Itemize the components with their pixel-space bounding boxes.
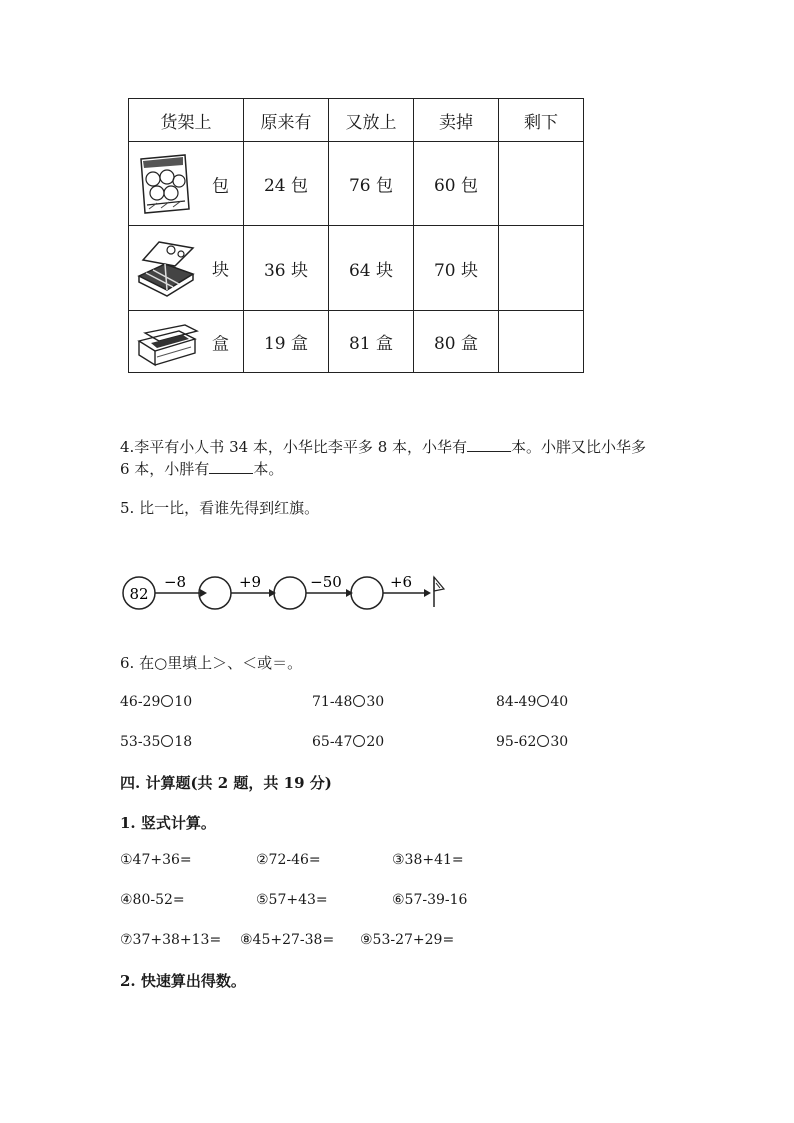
table-row — [129, 142, 584, 226]
arrowhead — [200, 589, 207, 597]
compare-circle[interactable] — [537, 695, 549, 707]
calc2-title: 2. 快速算出得数。 — [120, 972, 246, 990]
header-added: 又放上 — [329, 99, 414, 142]
candy-box-icon — [135, 317, 201, 367]
answer-circle[interactable] — [351, 577, 383, 609]
flow-diagram — [118, 565, 458, 625]
arrowhead — [424, 589, 431, 597]
cell-original: 19 盒 — [244, 311, 329, 373]
item-cell-biscuit — [129, 142, 244, 226]
cell-added: 76 包 — [329, 142, 414, 226]
calc-item: ⑧45+27-38= — [240, 932, 335, 948]
header-remaining: 剩下 — [499, 99, 584, 142]
compare-circle[interactable] — [353, 695, 365, 707]
expr-right: 30 — [366, 694, 385, 710]
calc-item: ②72-46= — [256, 852, 321, 868]
compare-item — [312, 734, 384, 750]
calc-item: ⑦37+38+13= — [120, 932, 222, 948]
q4-text-4: 本。 — [253, 460, 284, 478]
item-unit: 块 — [212, 260, 229, 281]
question-5-title: 5. 比一比，看谁先得到红旗。 — [120, 499, 320, 517]
calc-item: ⑥57-39-16 — [392, 892, 468, 908]
cell-sold: 80 盒 — [414, 311, 499, 373]
cell-added: 64 块 — [329, 226, 414, 311]
calc-item: ⑨53-27+29= — [360, 932, 455, 948]
q4-text-2: 本。小胖又比小华多 — [511, 438, 647, 456]
compare-item — [312, 694, 384, 710]
item-cell-candy — [129, 311, 244, 373]
red-flag-icon — [434, 577, 444, 607]
question-6-title: 6. 在○里填上＞、＜或＝。 — [120, 654, 303, 672]
compare-circle[interactable] — [353, 735, 365, 747]
cell-remaining — [499, 226, 584, 311]
cell-added: 81 盒 — [329, 311, 414, 373]
item-unit: 盒 — [212, 334, 229, 354]
answer-circle[interactable] — [274, 577, 306, 609]
op-label: −50 — [310, 573, 342, 591]
chocolate-bar-icon — [135, 236, 199, 300]
calc-item: ①47+36= — [120, 852, 192, 868]
expr-left: 53-35 — [120, 734, 161, 750]
shelf-table — [128, 98, 584, 373]
expr-right: 40 — [550, 694, 569, 710]
question-4 — [120, 436, 680, 480]
compare-circle[interactable] — [161, 735, 173, 747]
answer-blank[interactable] — [467, 437, 511, 452]
biscuit-pack-icon — [135, 151, 193, 217]
compare-item — [120, 694, 192, 710]
table-row — [129, 311, 584, 373]
op-label: −8 — [163, 573, 187, 591]
cell-remaining — [499, 311, 584, 373]
item-cell-chocolate — [129, 226, 244, 311]
cell-sold: 70 块 — [414, 226, 499, 311]
answer-blank[interactable] — [209, 459, 253, 474]
op-label: +9 — [238, 573, 262, 591]
header-sold: 卖掉 — [414, 99, 499, 142]
calc-item: ⑤57+43= — [256, 892, 328, 908]
q4-text-1: 4.李平有小人书 34 本，小华比李平多 8 本，小华有 — [120, 438, 468, 456]
compare-item — [496, 734, 568, 750]
header-original: 原来有 — [244, 99, 329, 142]
cell-original: 24 包 — [244, 142, 329, 226]
calc-item: ③38+41= — [392, 852, 464, 868]
q4-text-3: 6 本，小胖有 — [120, 460, 210, 478]
cell-sold: 60 包 — [414, 142, 499, 226]
expr-left: 84-49 — [496, 694, 537, 710]
cell-original: 36 块 — [244, 226, 329, 311]
expr-right: 30 — [550, 734, 569, 750]
compare-circle[interactable] — [537, 735, 549, 747]
table-header-row — [129, 99, 584, 142]
op-label: +6 — [389, 573, 413, 591]
expr-right: 18 — [174, 734, 193, 750]
expr-right: 20 — [366, 734, 385, 750]
expr-left: 65-47 — [312, 734, 353, 750]
calc-item: ④80-52= — [120, 892, 185, 908]
expr-left: 46-29 — [120, 694, 161, 710]
compare-item — [120, 734, 192, 750]
expr-left: 71-48 — [312, 694, 353, 710]
calc1-title: 1. 竖式计算。 — [120, 814, 216, 832]
start-number: 82 — [129, 585, 149, 603]
expr-left: 95-62 — [496, 734, 537, 750]
item-unit: 包 — [212, 176, 229, 196]
header-shelf: 货架上 — [129, 99, 244, 142]
cell-remaining — [499, 142, 584, 226]
table-row — [129, 226, 584, 311]
expr-right: 10 — [174, 694, 193, 710]
compare-item — [496, 694, 568, 710]
compare-circle[interactable] — [161, 695, 173, 707]
section-title: 四. 计算题(共 2 题，共 19 分) — [120, 774, 332, 792]
